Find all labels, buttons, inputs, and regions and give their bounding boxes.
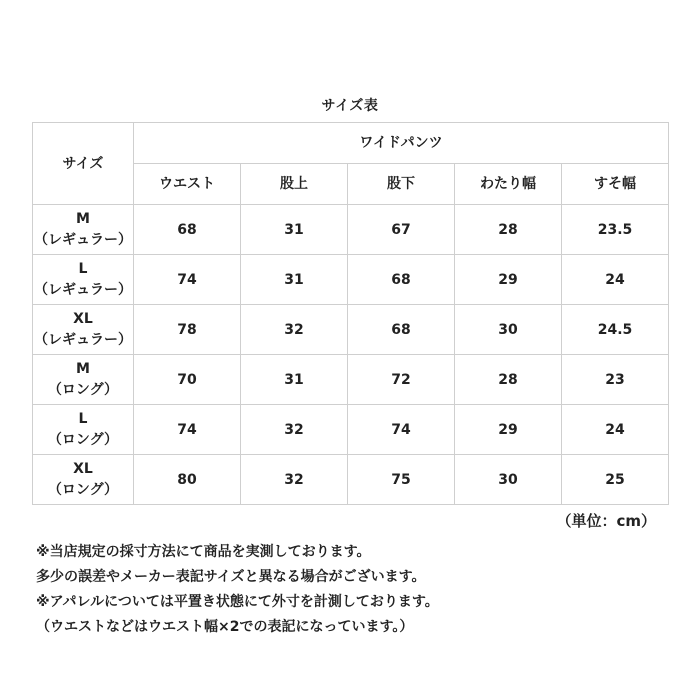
table-cell: 32 [241,455,348,505]
note-line: 多少の誤差やメーカー表記サイズと異なる場合がございます。 [36,569,426,585]
table-cell: 24.5 [562,305,669,355]
table-cell: 68 [348,255,455,305]
size-label: M [76,210,90,227]
table-cell: 74 [348,405,455,455]
product-name-header: ワイドパンツ [134,123,669,164]
table-cell: 80 [134,455,241,505]
fit-label: （レギュラー） [34,281,132,298]
size-label: L [78,410,88,427]
table-cell: 24 [562,405,669,455]
table-cell: 68 [348,305,455,355]
table-cell: 25 [562,455,669,505]
table-cell: 74 [134,255,241,305]
table-row [33,355,669,405]
column-header: すそ幅 [562,164,669,205]
row-header [33,355,134,405]
fit-label: （ロング） [47,481,119,498]
table-cell: 70 [134,355,241,405]
size-label: M [76,360,90,377]
table-cell: 67 [348,205,455,255]
table-cell: 29 [455,255,562,305]
table-row [33,205,669,255]
unit-label: （単位：cm） [556,512,656,530]
note-line: ※当店規定の採寸方法にて商品を実測しております。 [36,544,371,560]
table-cell: 31 [241,205,348,255]
table-cell: 68 [134,205,241,255]
note-line: （ウエストなどはウエスト幅×2での表記になっています。） [36,619,414,635]
column-header: ウエスト [134,164,241,205]
table-cell: 28 [455,355,562,405]
fit-label: （レギュラー） [34,231,132,248]
table-cell: 24 [562,255,669,305]
column-header: わたり幅 [455,164,562,205]
fit-label: （レギュラー） [34,331,132,348]
row-header [33,405,134,455]
size-label: XL [73,310,93,327]
table-cell: 78 [134,305,241,355]
table-row [33,455,669,505]
fit-label: （ロング） [47,381,119,398]
note-line: ※アパレルについては平置き状態にて外寸を計測しております。 [36,594,439,610]
table-cell: 31 [241,255,348,305]
page-title: サイズ表 [321,98,379,114]
table-cell: 32 [241,305,348,355]
fit-label: （ロング） [47,431,119,448]
size-label: XL [73,460,93,477]
table-cell: 30 [455,455,562,505]
row-header [33,205,134,255]
row-header [33,305,134,355]
table-row [33,405,669,455]
table-row [33,255,669,305]
notes [36,540,439,640]
table-cell: 23 [562,355,669,405]
row-header [33,455,134,505]
table-cell: 29 [455,405,562,455]
table-cell: 74 [134,405,241,455]
table-cell: 30 [455,305,562,355]
table-cell: 32 [241,405,348,455]
table-row [33,305,669,355]
table-header-row [33,123,669,164]
table-cell: 31 [241,355,348,405]
size-header-cell: サイズ [33,123,134,205]
row-header [33,255,134,305]
column-header: 股下 [348,164,455,205]
column-header: 股上 [241,164,348,205]
table-cell: 23.5 [562,205,669,255]
size-label: L [78,260,88,277]
table-cell: 72 [348,355,455,405]
table-cell: 28 [455,205,562,255]
table-cell: 75 [348,455,455,505]
size-table [32,122,669,505]
